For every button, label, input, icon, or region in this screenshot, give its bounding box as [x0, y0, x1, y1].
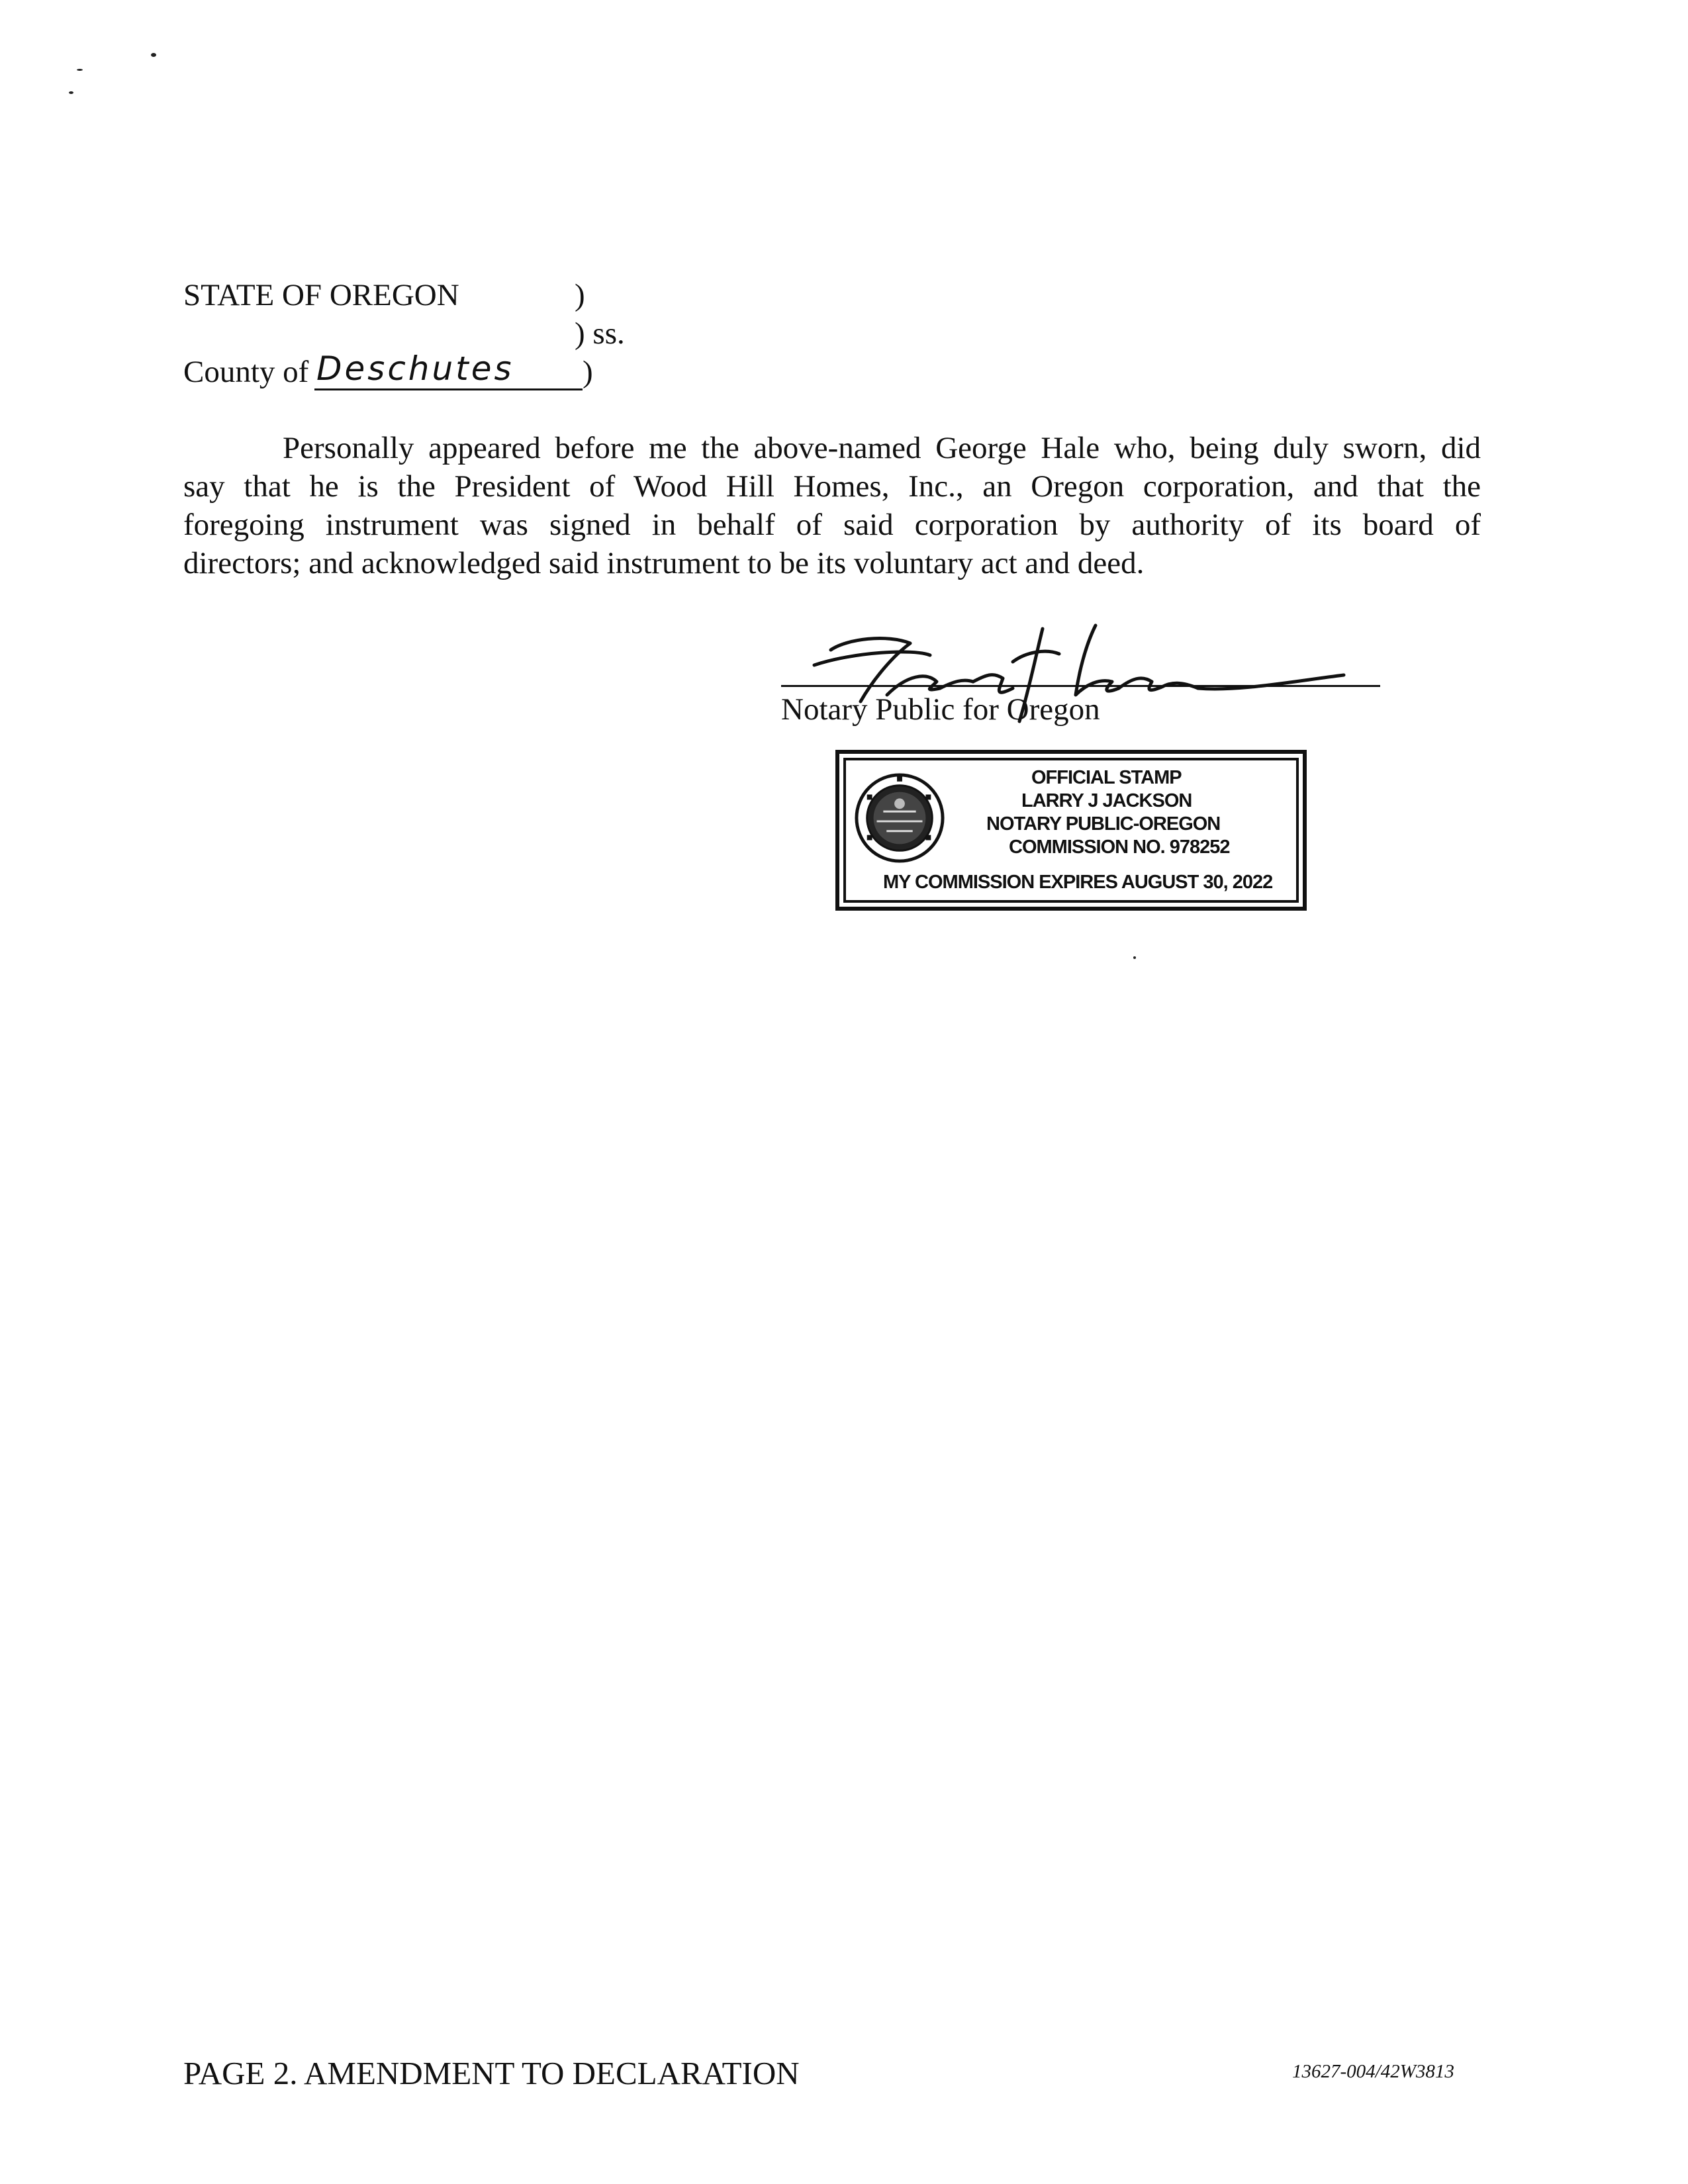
state-heading: STATE OF OREGON: [183, 278, 459, 312]
scan-speck: [69, 91, 73, 94]
scan-speck: [1133, 956, 1136, 959]
acknowledgment-line: directors; and acknowledged said instrument to be its voluntary act and deed.: [183, 546, 1145, 580]
scan-speck: [77, 69, 83, 71]
stamp-notary-name: LARRY J JACKSON: [1021, 790, 1192, 811]
venue-paren-3: ): [583, 355, 593, 389]
acknowledgment-line: Personally appeared before me the above-named George Hale who, being duly sworn, did: [283, 431, 1481, 465]
notary-caption: Notary Public for Oregon: [781, 692, 1100, 727]
stamp-commission-expiry: MY COMMISSION EXPIRES AUGUST 30, 2022: [883, 872, 1273, 893]
notary-stamp: [835, 750, 1307, 911]
acknowledgment-line: foregoing instrument was signed in behalf of said corporation by authority of its board of: [183, 508, 1481, 542]
stamp-notary-title: NOTARY PUBLIC-OREGON: [986, 813, 1221, 835]
county-label: County of: [183, 355, 309, 389]
venue-paren-ss: ) ss.: [575, 316, 625, 351]
page-footer-label: PAGE 2. AMENDMENT TO DECLARATION: [183, 2055, 800, 2091]
acknowledgment-line: say that he is the President of Wood Hill Homes, Inc., an Oregon corporation, and that the: [183, 469, 1481, 504]
county-underline: [314, 388, 583, 390]
county-name-handwritten: Deschutes: [316, 349, 514, 388]
acknowledgment-paragraph: [183, 429, 1481, 582]
stamp-commission-number: COMMISSION NO. 978252: [1009, 837, 1230, 858]
state-seal-icon: [854, 772, 945, 864]
document-reference-number: 13627-004/42W3813: [1292, 2061, 1454, 2082]
scan-speck: [151, 53, 156, 57]
venue-paren-1: ): [575, 278, 585, 312]
stamp-title: OFFICIAL STAMP: [1031, 767, 1182, 788]
